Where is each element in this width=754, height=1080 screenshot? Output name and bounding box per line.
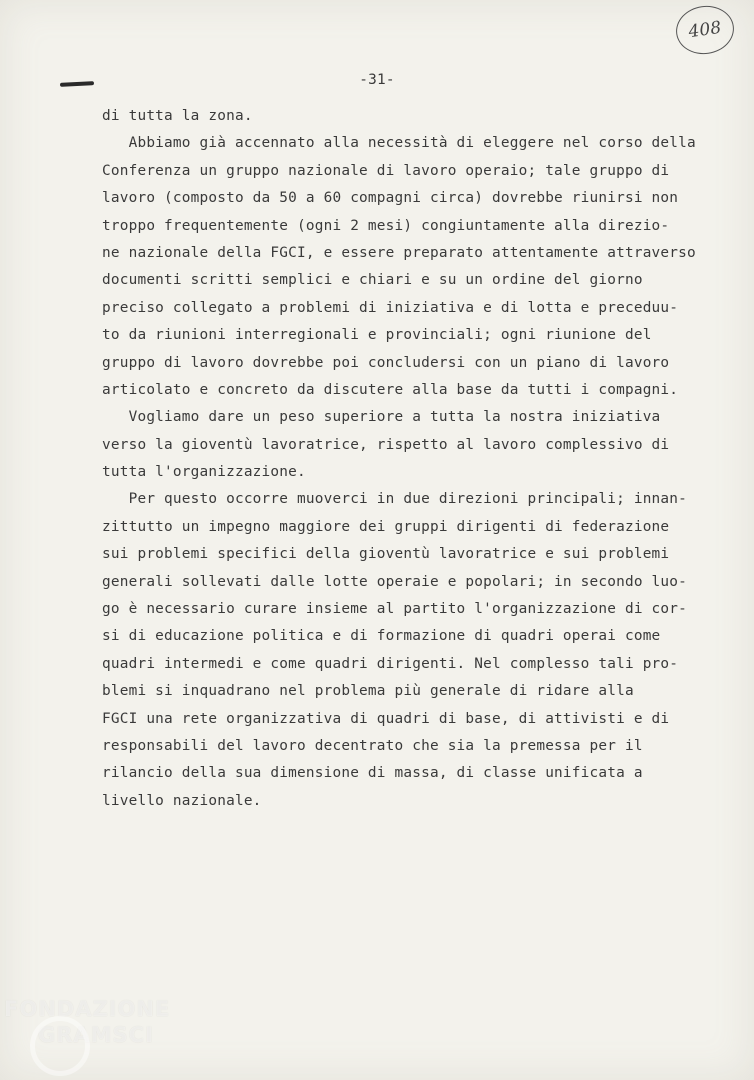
- text-line: di tutta la zona.: [102, 108, 253, 124]
- text-line: Abbiamo già accennato alla necessità di eleggere nel corso della: [102, 135, 696, 152]
- watermark-circle-icon: [30, 1016, 90, 1076]
- text-line: preciso collegato a problemi di iniziativa e di lotta e preceduu-: [102, 299, 679, 316]
- text-line: Per questo occorre muoverci in due direzioni principali; innan-: [102, 491, 688, 508]
- text-line: si di educazione politica e di formazione di quadri operai come: [102, 628, 661, 645]
- text-line: quadri intermedi e come quadri dirigenti. Nel complesso tali pro-: [102, 655, 679, 672]
- text-line: blemi si inquadrano nel problema più generale di ridare alla: [102, 683, 634, 700]
- archive-number-stamp: 408: [673, 2, 737, 58]
- text-line: Conferenza un gruppo nazionale di lavoro operaio; tale gruppo di: [102, 162, 670, 179]
- text-line: Vogliamo dare un peso superiore a tutta la nostra iniziativa: [102, 409, 661, 426]
- text-line: documenti scritti semplici e chiari e su un ordine del giorno: [102, 272, 643, 289]
- text-line: sui problemi specifici della gioventù lavoratrice e sui problemi: [102, 546, 670, 563]
- text-line: FGCI una rete organizzativa di quadri di base, di attivisti e di: [102, 710, 670, 727]
- text-line: responsabili del lavoro decentrato che sia la premessa per il: [102, 737, 643, 754]
- text-line: ne nazionale della FGCI, e essere preparato attentamente attraverso: [102, 244, 696, 261]
- text-line: rilancio della sua dimensione di massa, di classe unificata a: [102, 765, 643, 782]
- text-line: tutta l'organizzazione.: [102, 464, 306, 481]
- watermark-line2: GRAMSCI: [38, 1023, 154, 1047]
- watermark-logo: [4, 996, 224, 1076]
- text-line: to da riunioni interregionali e provinciali; ogni riunione del: [102, 327, 652, 344]
- body-text: [102, 103, 702, 815]
- text-line: verso la gioventù lavoratrice, rispetto al lavoro complessivo di: [102, 436, 670, 453]
- text-line: zittutto un impegno maggiore dei gruppi dirigenti di federazione: [102, 518, 670, 535]
- text-line: livello nazionale.: [102, 792, 262, 809]
- watermark-line1: FONDAZIONE: [4, 997, 171, 1021]
- text-line: gruppo di lavoro dovrebbe poi concludersi con un piano di lavoro: [102, 354, 670, 371]
- text-line: go è necessario curare insieme al partito l'organizzazione di cor-: [102, 601, 688, 618]
- text-line: lavoro (composto da 50 a 60 compagni circa) dovrebbe riunirsi non: [102, 190, 679, 207]
- text-line: generali sollevati dalle lotte operaie e popolari; in secondo luo-: [102, 573, 688, 590]
- text-line: articolato e concreto da discutere alla base da tutti i compagni.: [102, 381, 679, 398]
- text-line: troppo frequentemente (ogni 2 mesi) congiuntamente alla direzio-: [102, 217, 670, 234]
- page-number: -31-: [359, 72, 395, 88]
